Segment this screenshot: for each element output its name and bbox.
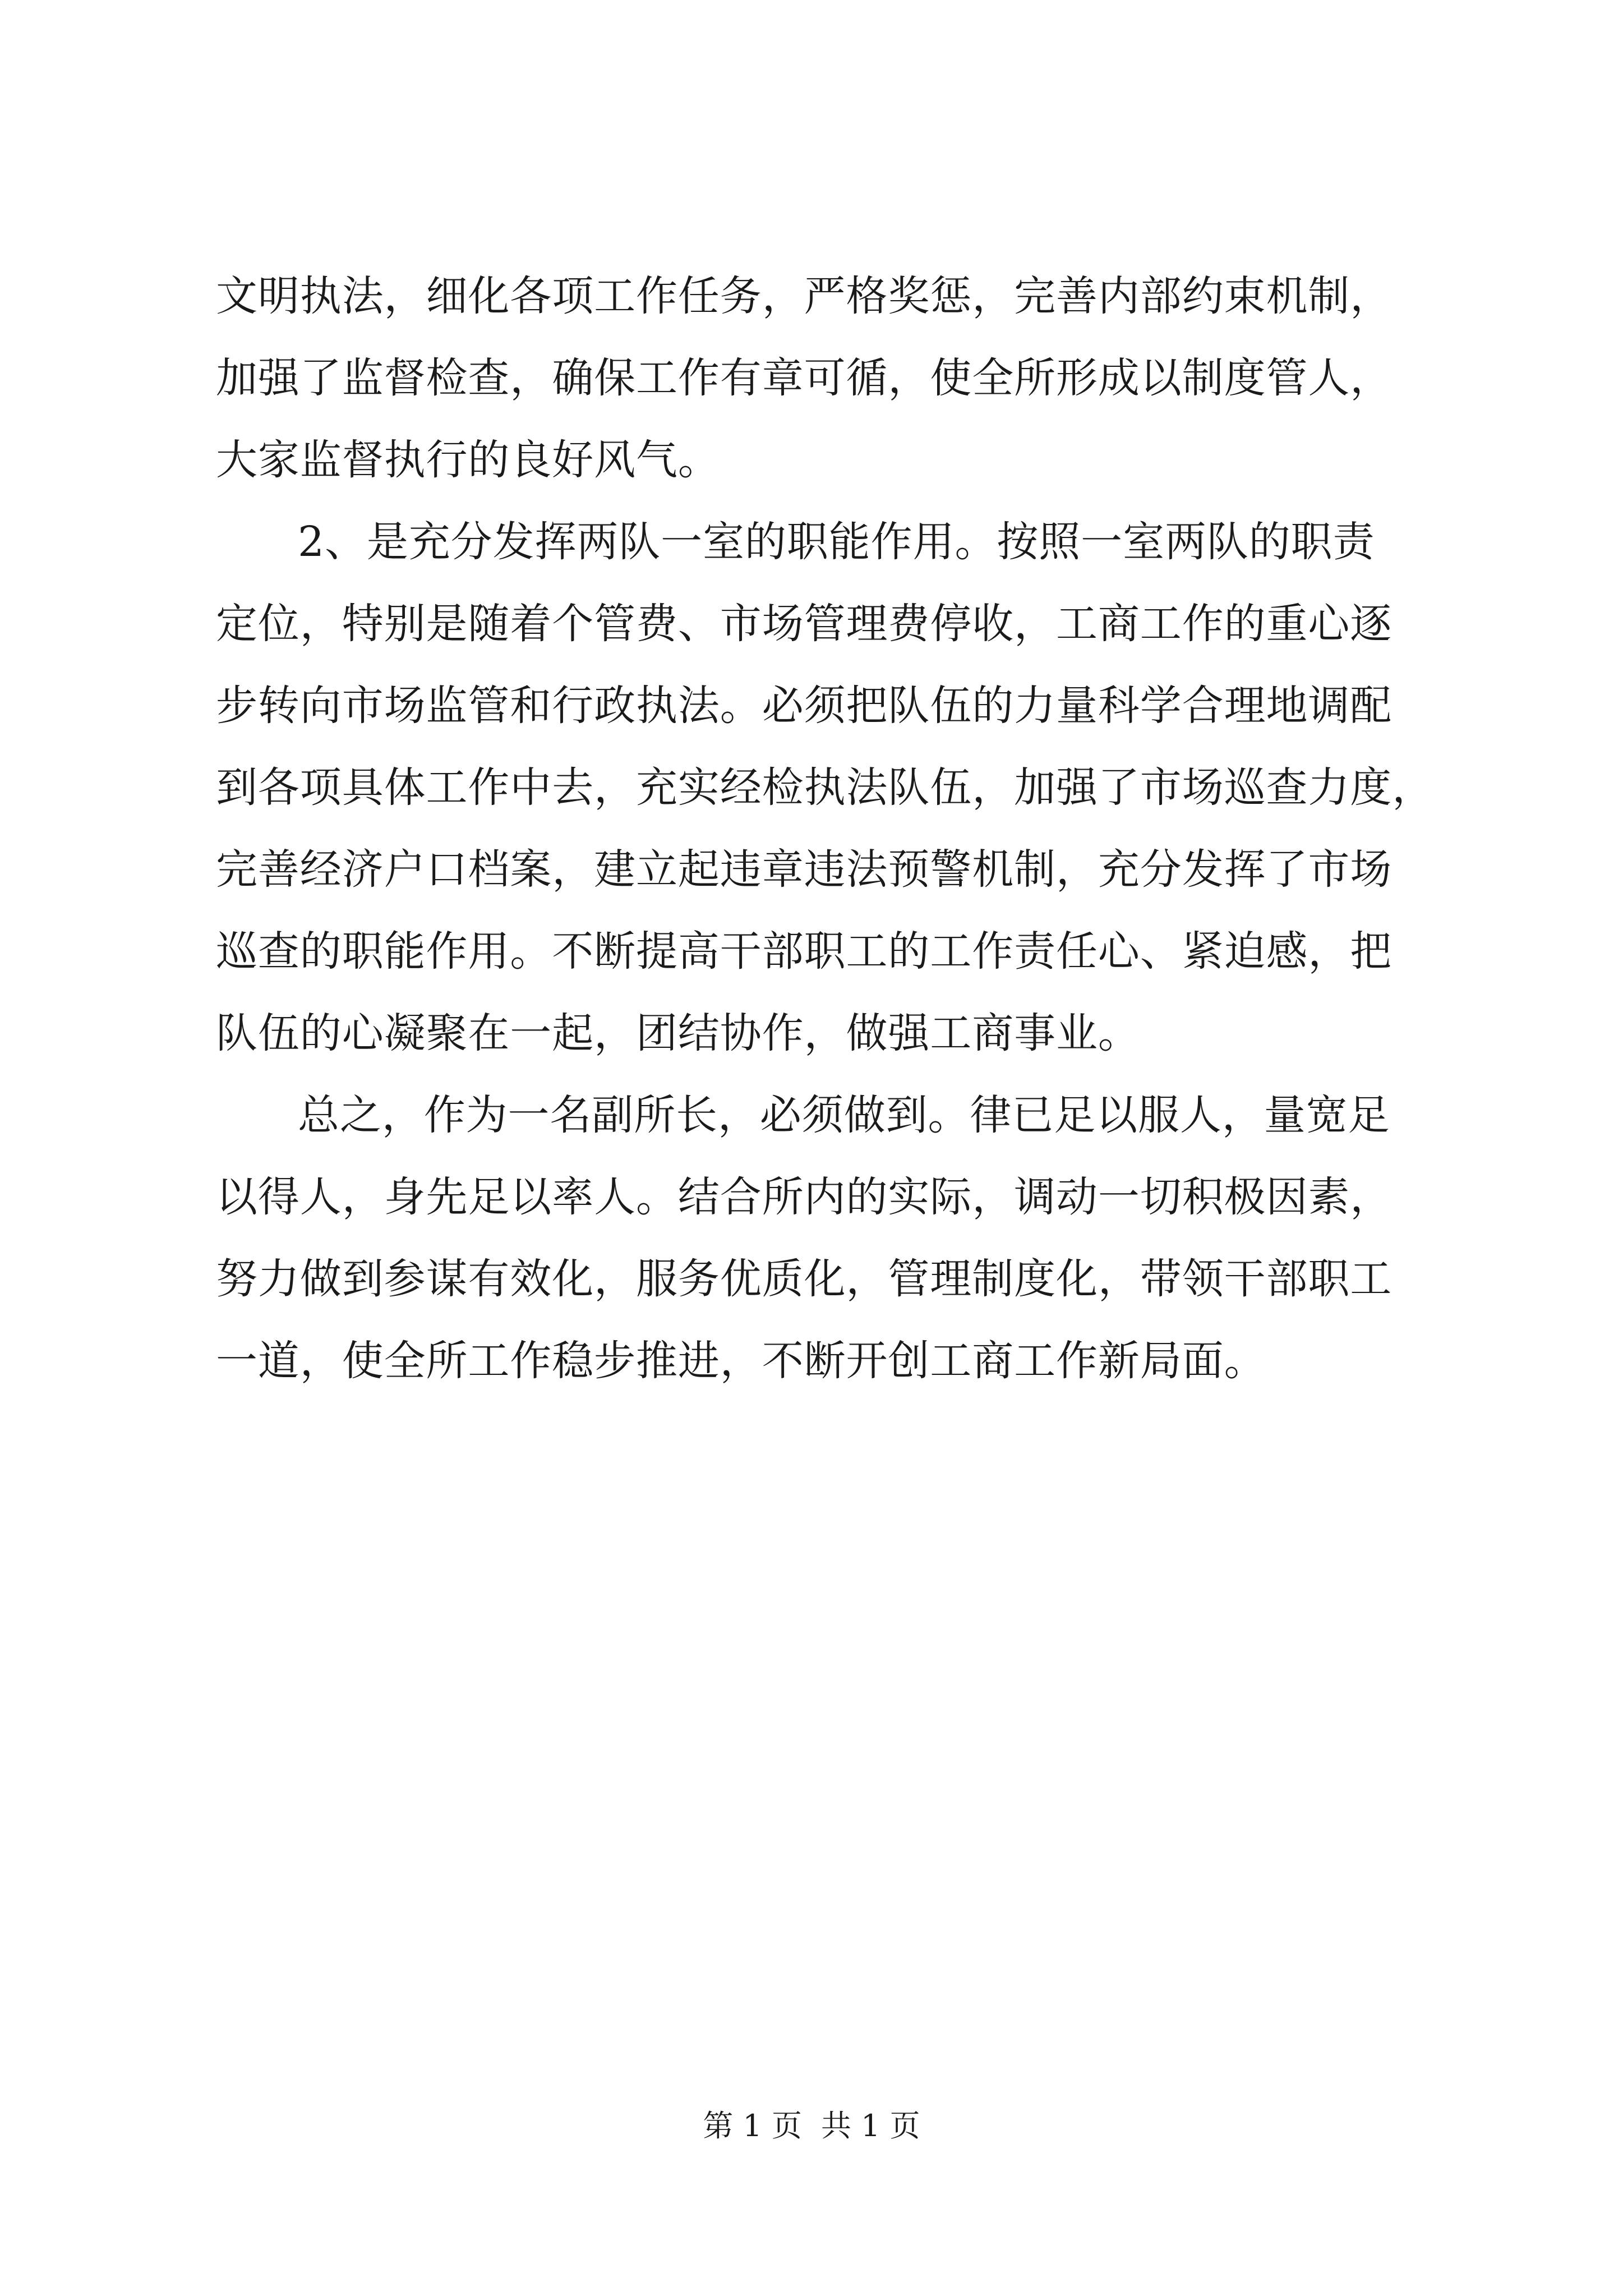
page-footer: [0, 2106, 1623, 2146]
text-line: 队伍的心凝聚在一起，团结协作，做强工商事业。: [216, 1009, 1140, 1057]
text-line: 以得人，身先足以率人。结合所内的实际，调动一切积极因素，: [216, 1173, 1393, 1221]
text-line: 加强了监督检查，确保工作有章可循，使全所形成以制度管人，: [216, 354, 1393, 402]
text-line: 定位，特别是随着个管费、市场管理费停收，工商工作的重心逐: [216, 600, 1393, 648]
text-line: 大家监督执行的良好风气。: [216, 436, 720, 484]
text-line: 步转向市场监管和行政执法。必须把队伍的力量科学合理地调配: [216, 682, 1393, 730]
text-line: 完善经济户口档案，建立起违章违法预警机制，充分发挥了市场: [216, 845, 1393, 894]
document-body: [216, 255, 1444, 1402]
paragraph-start-line: 总之，作为一名副所长，必须做到。律已足以服人，量宽足: [298, 1091, 1390, 1139]
text-line: 巡查的职能作用。不断提高干部职工的工作责任心、紧迫感，把: [216, 927, 1393, 976]
text-line: 一道，使全所工作稳步推进，不断开创工商工作新局面。: [216, 1337, 1266, 1385]
page-number: 第 1 页: [703, 2108, 802, 2143]
page-total: 共 1 页: [821, 2108, 920, 2143]
text-line: 到各项具体工作中去，充实经检执法队伍，加强了市场巡查力度，: [216, 763, 1435, 812]
text-line: 努力做到参谋有效化，服务优质化，管理制度化，带领干部职工: [216, 1255, 1393, 1303]
text-line: 文明执法，细化各项工作任务，严格奖惩，完善内部约束机制，: [216, 272, 1393, 320]
paragraph-start-line: 2、是充分发挥两队一室的职能作用。按照一室两队的职责: [298, 518, 1375, 566]
